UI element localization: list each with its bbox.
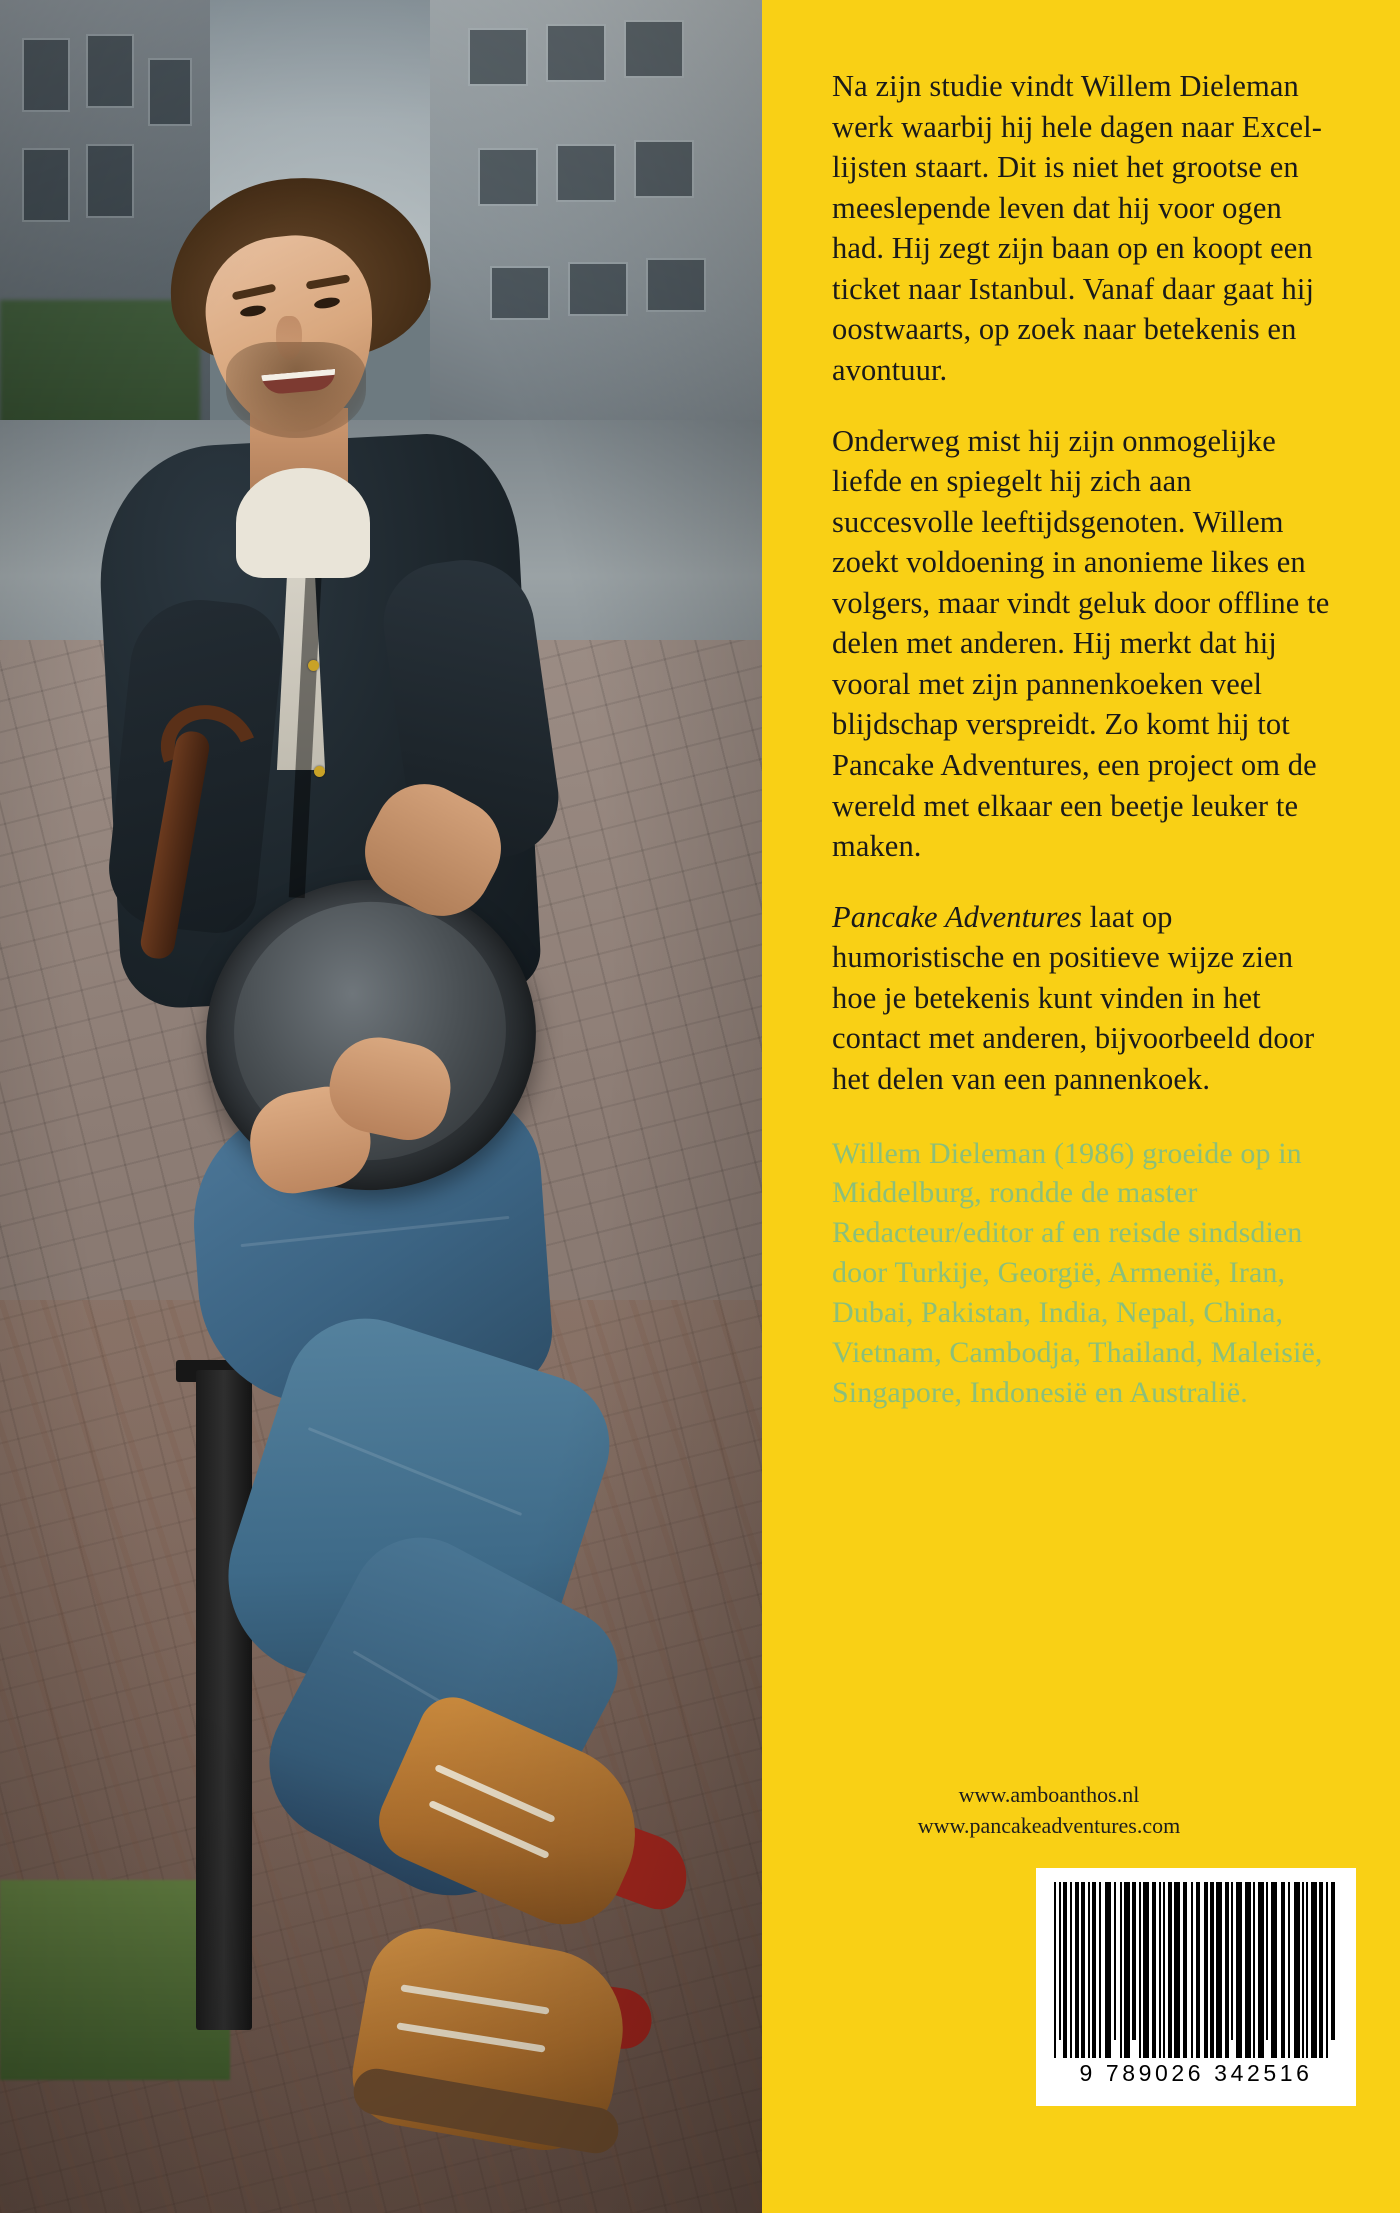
blurb-paragraph-3-rest: laat op humoristische en positieve wijze zien hoe je betekenis kunt vinden in het contact met anderen, bijvoorbeeld door het delen van een pannenkoek. <box>832 899 1315 1096</box>
barcode-bar <box>1204 1882 1208 2058</box>
barcode-bar <box>1120 1882 1122 2058</box>
shirt-button <box>314 766 325 777</box>
photo-window <box>470 30 526 84</box>
figure-tshirt <box>236 468 370 578</box>
barcode-bar <box>1288 1882 1290 2058</box>
barcode <box>1036 1868 1356 2106</box>
barcode-bar <box>1070 1882 1072 2058</box>
photo-window <box>492 268 548 318</box>
barcode-bar <box>1099 1882 1101 2058</box>
barcode-bar <box>1294 1882 1300 2058</box>
barcode-bar <box>1236 1882 1242 2058</box>
barcode-bar <box>1258 1882 1264 2058</box>
barcode-number: 9 789026 342516 <box>1079 2060 1313 2086</box>
photo-window <box>150 60 190 124</box>
barcode-bar <box>1054 1882 1056 2058</box>
author-bio <box>832 1134 1336 1413</box>
photo-window <box>548 26 604 80</box>
shirt-button <box>308 660 319 671</box>
photo-window <box>648 260 704 310</box>
barcode-bar <box>1231 1882 1233 2040</box>
barcode-bar <box>1271 1882 1277 2058</box>
barcode-bar <box>1210 1882 1214 2058</box>
barcode-bar <box>1183 1882 1187 2058</box>
barcode-bars <box>1050 1882 1342 2058</box>
barcode-bar <box>1132 1882 1136 2040</box>
blurb-paragraph-2: Onderweg mist hij zijn onmogelijke liefde en spiegelt hij zich aan succesvolle leeftijdsgenoten. Willem zoekt voldoening in anonieme likes en volgers, maar vindt geluk door offline te delen met anderen. Hij merkt dat hij vooral met zijn pannenkoeken veel blijdschap verspreidt. Zo komt hij tot Pancake Adventures, een project om de wereld met elkaar een beetje leuker te maken. <box>832 423 1330 864</box>
barcode-bar <box>1143 1882 1149 2058</box>
barcode-bar <box>1092 1882 1096 2058</box>
photo-window <box>558 146 614 200</box>
barcode-bar <box>1088 1882 1090 2058</box>
barcode-bar <box>1331 1882 1335 2040</box>
barcode-bar <box>1196 1882 1200 2058</box>
photo-window <box>88 36 132 106</box>
barcode-bar <box>1114 1882 1116 2040</box>
publisher-url[interactable]: www.amboanthos.nl <box>958 1782 1140 1807</box>
photo-window <box>88 146 132 216</box>
barcode-bar <box>1281 1882 1285 2058</box>
barcode-bar <box>1326 1882 1328 2058</box>
barcode-bar <box>1306 1882 1308 2058</box>
barcode-bar <box>1266 1882 1268 2040</box>
barcode-bar <box>1152 1882 1156 2058</box>
barcode-bar <box>1059 1882 1061 2040</box>
barcode-bar <box>1191 1882 1193 2058</box>
book-title-italic: Pancake Adventures <box>832 899 1082 934</box>
barcode-bar <box>1168 1882 1172 2058</box>
barcode-bar <box>1105 1882 1111 2058</box>
barcode-bar <box>1311 1882 1317 2058</box>
photo-window <box>626 22 682 76</box>
publisher-urls <box>762 1780 1336 1840</box>
barcode-bar <box>1225 1882 1229 2058</box>
photo-window <box>636 142 692 196</box>
author-bio-text: Willem Dieleman (1986) groeide op in Middelburg, rondde de master Redacteur/editor af en reisde sindsdien door Turkije, Georgië, Armenië, Iran, Dubai, Pakistan, India, Nepal, China, Vietnam, Cambodja, Thailand, Maleisië, Singapore, Indonesië en Australië. <box>832 1136 1323 1409</box>
photo-window <box>570 264 626 314</box>
barcode-bar <box>1163 1882 1165 2058</box>
photo-window <box>480 150 536 204</box>
barcode-bar <box>1216 1882 1222 2058</box>
barcode-bar <box>1253 1882 1255 2058</box>
blurb-paragraph-3 <box>832 897 1336 1100</box>
back-cover-text-panel <box>762 0 1400 2213</box>
barcode-bar <box>1319 1882 1323 2058</box>
barcode-bar <box>1245 1882 1251 2058</box>
barcode-bar <box>1174 1882 1180 2058</box>
barcode-bar <box>1139 1882 1141 2058</box>
barcode-bar <box>1075 1882 1079 2058</box>
project-url[interactable]: www.pancakeadventures.com <box>917 1813 1181 1839</box>
barcode-bar <box>1159 1882 1161 2058</box>
photo-window <box>24 40 68 110</box>
figure-nose <box>276 316 302 360</box>
blurb <box>832 66 1336 1100</box>
blurb-paragraph-1: Na zijn studie vindt Willem Dieleman werk waarbij hij hele dagen naar Excel-lijsten staart. Dit is niet het grootse en meeslepende leven dat hij voor ogen had. Hij zegt zijn baan op en koopt een ticket naar Istanbul. Vanaf daar gaat hij oostwaarts, op zoek naar betekenis en avontuur. <box>832 69 1322 387</box>
photo-bollard <box>196 1370 252 2030</box>
barcode-bar <box>1302 1882 1304 2058</box>
barcode-bar <box>1063 1882 1067 2058</box>
barcode-bar <box>1081 1882 1085 2058</box>
barcode-bar <box>1124 1882 1130 2058</box>
photo-window <box>24 150 68 220</box>
